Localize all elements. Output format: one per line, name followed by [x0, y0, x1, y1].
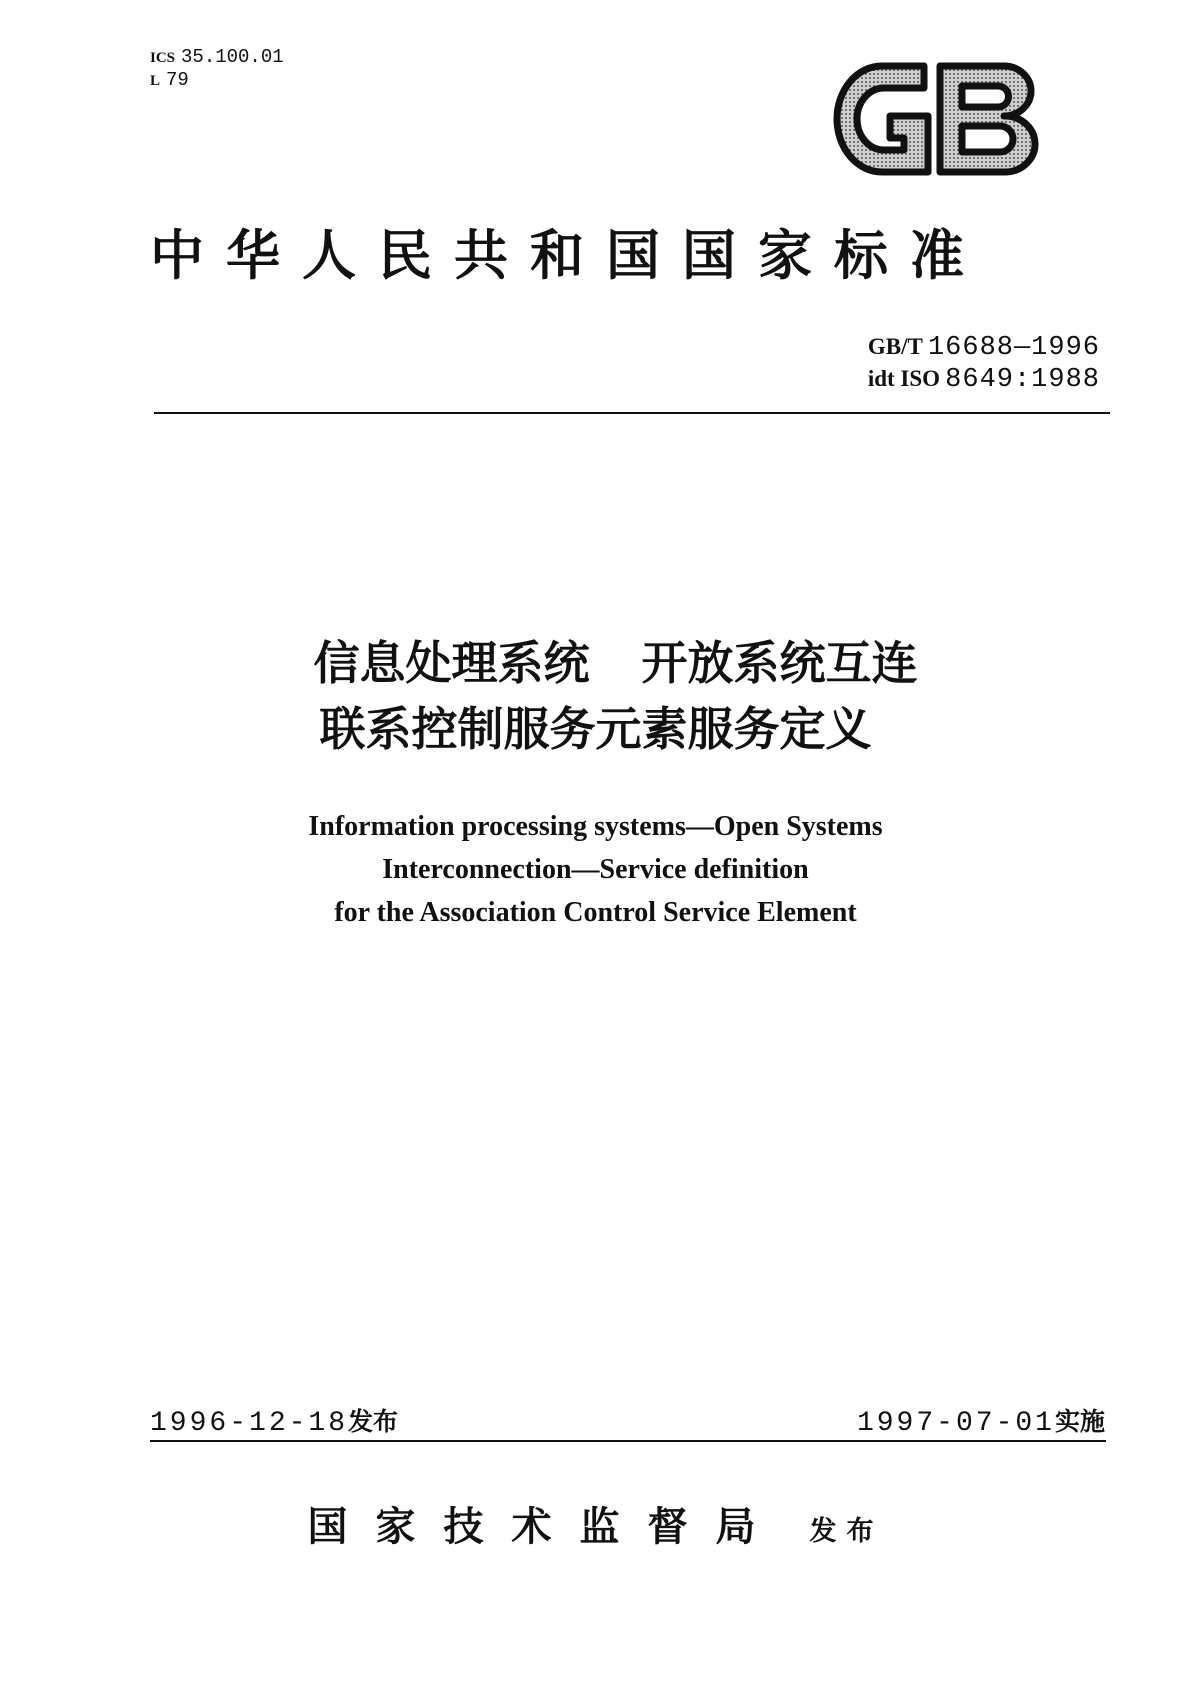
l-label: L	[150, 73, 161, 89]
ics-code-row	[150, 46, 284, 69]
ics-label: ICS	[150, 50, 176, 66]
ics-value: 35.100.01	[181, 46, 284, 68]
l-value: 79	[166, 69, 189, 91]
idt-number: 8649:1988	[945, 365, 1100, 395]
idt-number-row	[868, 364, 1100, 396]
chinese-title-part-b: 开放系统互连	[641, 636, 918, 690]
chinese-title-part-a: 信息处理系统	[313, 636, 590, 690]
national-standard-title: 中华人民共和国国家标准	[150, 223, 986, 287]
gb-number: 16688—1996	[927, 333, 1100, 363]
implementation-date-block	[857, 1402, 1105, 1439]
gb-number-row	[868, 332, 1100, 364]
issue-date: 1996-12-18	[150, 1408, 349, 1439]
top-divider	[154, 412, 1110, 414]
gb-prefix: GB/T	[867, 334, 923, 359]
issue-label: 发布	[348, 1407, 399, 1436]
implementation-label: 实施	[1054, 1407, 1105, 1436]
issue-date-block	[150, 1402, 398, 1439]
english-title-line-2: Interconnection—Service definition	[382, 854, 809, 885]
implementation-date: 1997-07-01	[856, 1408, 1055, 1439]
bottom-divider	[150, 1440, 1106, 1442]
chinese-title	[0, 630, 1191, 762]
standard-number-block	[868, 332, 1100, 396]
issuer-action: 发布	[809, 1516, 884, 1547]
idt-prefix: idt ISO	[867, 366, 941, 391]
chinese-title-line-2: 联系控制服务元素服务定义	[319, 702, 872, 756]
gb-logo	[832, 60, 1044, 178]
classification-codes	[150, 46, 284, 92]
english-title-line-3: for the Association Control Service Element	[334, 897, 857, 928]
english-title	[0, 805, 1191, 934]
english-title-line-1: Information processing systems—Open Systems	[308, 811, 883, 842]
issuer-organization: 国家技术监督局	[307, 1503, 784, 1550]
issuer-line	[0, 1495, 1191, 1552]
chinese-title-line-1	[0, 630, 1191, 696]
l-code-row	[150, 69, 284, 92]
